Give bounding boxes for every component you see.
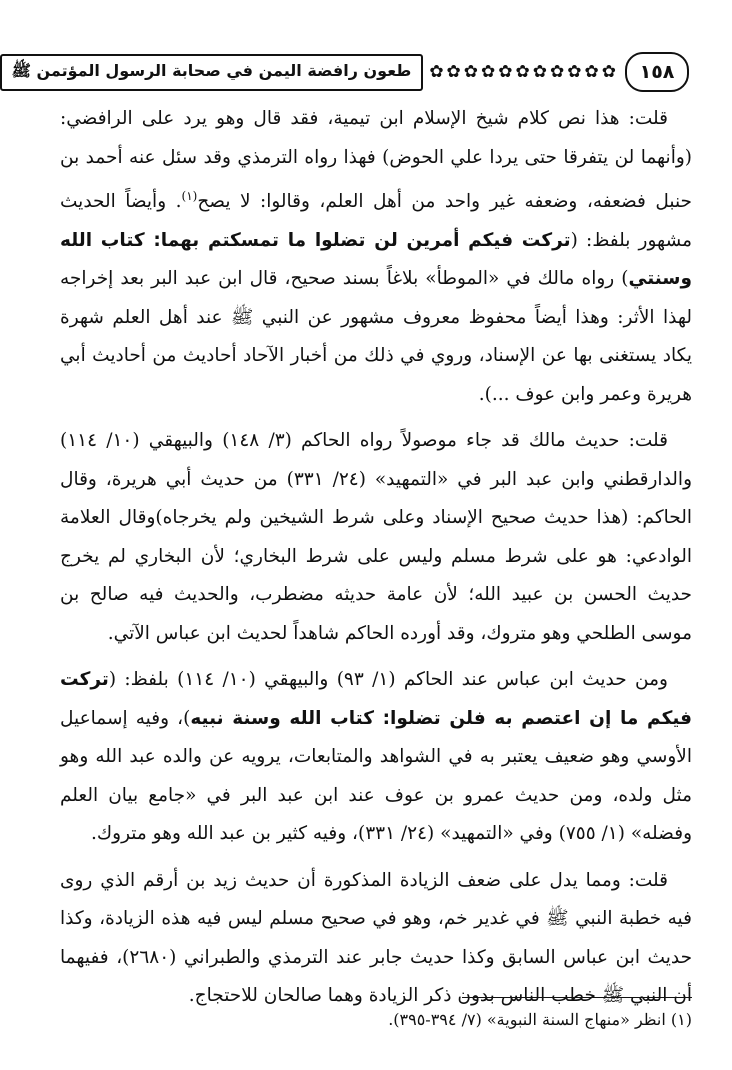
page-number: ١٥٨ xyxy=(625,52,689,92)
text-segment: ومن حديث ابن عباس عند الحاكم (١/ ٩٣) والبيهقي (١٠/ ١١٤) بلفظ: ( xyxy=(108,669,668,691)
text-segment: قلت: ومما يدل على ضعف الزيادة المذكورة أن حديث زيد بن أرقم الذي روى فيه خطبة النبي ﷺ في غدير خم، وهو في صحيح مسلم ليس فيه هذه الزيادة، وكذا حديث ابن عباس السابق وكذا حديث جابر عند الترمذي والطبراني (٢٦٨٠)، ففيهما أن النبي ﷺ خطب الناس بدون ذكر الزيادة وهما صالحان للاحتجاج. xyxy=(60,869,693,1007)
flower-ornament-row: ✿✿✿✿✿✿✿✿✿✿✿ xyxy=(429,62,619,82)
running-title: طعون رافضة اليمن في صحابة الرسول المؤتمن ﷺ xyxy=(0,54,423,91)
paragraph xyxy=(60,100,692,414)
page-header xyxy=(11,50,689,94)
paragraph xyxy=(60,661,692,854)
footnote-divider xyxy=(462,997,692,998)
text-segment: قلت: حديث مالك قد جاء موصولاً رواه الحاكم (٣/ ١٤٨) والبيهقي (١٠/ ١١٤) والدارقطني وابن عبد البر في «التمهيد» (٢٤/ ٣٣١) من حديث أبي هريرة، وقال الحاكم: (هذا حديث صحيح الإسناد وعلى شرط الشيخين ولم يخرجاه)وقال العلامة الوادعي: هو على شرط مسلم وليس على شرط البخاري؛ لأن البخاري لم يخرج حديث الحسن بن عبيد الله؛ لأن عامة حديثه مضطرب، والحديث فيه صالح بن موسى الطلحي وهو متروك، وقد أورده الحاكم شاهداً لحديث ابن عباس الآتي. xyxy=(60,430,692,644)
body-text xyxy=(60,100,692,1024)
text-segment: ) رواه مالك في «الموطأ» بلاغاً بسند صحيح، قال ابن عبد البر بعد إخراجه لهذا الأثر: وهذا أيضاً محفوظ معروف مشهور عن النبي ﷺ عند أهل العلم شهرة يكاد يستغنى بها عن الإسناد، وروي في ذلك من أخبار الآحاد أحاديث من أحاديث أبي هريرة وعمر وابن عوف ...). xyxy=(60,268,692,405)
text-segment: )، وفيه إسماعيل الأوسي وهو ضعيف يعتبر به في الشواهد والمتابعات، يرويه عن والده عبد الله وهو مثل ولده، ومن حديث عمرو بن عوف عند ابن عبد البر في «جامع بيان العلم وفضله» (١/ ٧٥٥) وفي «التمهيد» (٢٤/ ٣٣١)، وفيه كثير بن عبد الله وهو متروك. xyxy=(60,707,692,845)
footnote-marker: (١) xyxy=(181,189,198,203)
quoted-hadith: تركت فيكم ما إن اعتصم به فلن تضلوا: كتاب الله وسنة نبيه xyxy=(60,669,692,729)
footnote: (١) انظر «منهاج السنة النبوية» (٧/ ٣٩٤-٣٩٥). xyxy=(388,1010,692,1029)
text-segment: قلت: هذا نص كلام شيخ الإسلام ابن تيمية، فقد قال وهو يرد على الرافضي: (وأنهما لن يتفرقا حتى يردا علي الحوض) فهذا رواه الترمذي وقد سئل عنه أحمد بن حنبل فضعفه، وضعفه غير واحد من أهل العلم، وقالوا: لا يصح xyxy=(60,108,692,213)
paragraph xyxy=(60,862,692,1016)
quoted-hadith: تركت فيكم أمرين لن تضلوا ما تمسكتم بهما: كتاب الله وسنتي xyxy=(60,229,692,290)
text-segment: . وأيضاً الحديث مشهور بلفظ: ( xyxy=(60,191,692,251)
paragraph xyxy=(60,422,692,653)
